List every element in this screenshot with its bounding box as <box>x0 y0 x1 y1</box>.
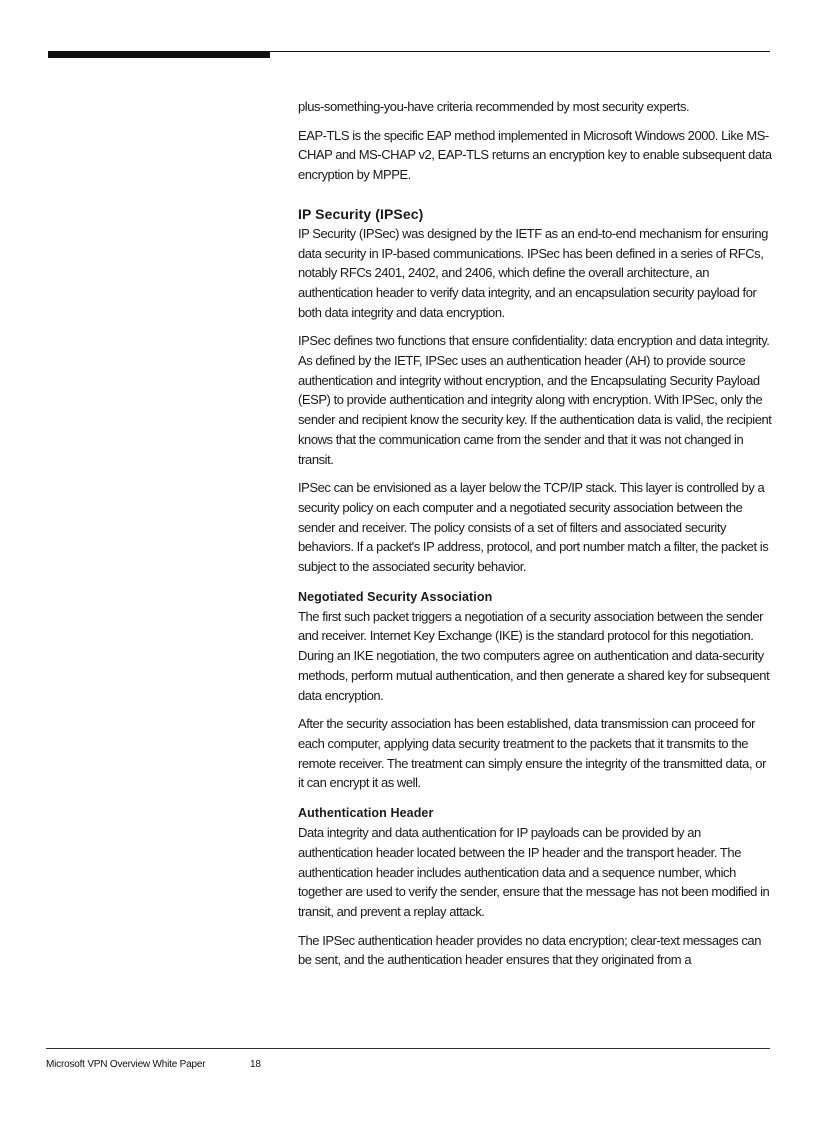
page-number: 18 <box>250 1059 261 1070</box>
paragraph-ike-negotiation: The first such packet triggers a negotiation of a security association between the sender and receiver. Internet Key Exchange (IKE) is the standard protocol for this negotiation. During an IKE negotiation, the two computers agree on authentication and data-security methods, perform mutual authentication, and then generate a shared key for subsequent data encryption. <box>298 608 770 703</box>
paragraph-ipsec-functions: IPSec defines two functions that ensure confidentiality: data encryption and data integrity. As defined by the IETF, IPSec uses an authentication header (AH) to provide source authentication and integrity without encryption, and the Encapsulating Security Payload (ESP) to provide authentication and integrity along with encryption. With IPSec, only the sender and recipient know the security key. If the authentication data is valid, the recipient knows that the communication came from the sender and that it was not changed in transit. <box>298 333 772 467</box>
page-body <box>298 97 772 979</box>
paragraph-ipsec-intro: IP Security (IPSec) was designed by the IETF as an end-to-end mechanism for ensuring data security in IP-based communications. IPSec has been defined in a series of RFCs, notably RFCs 2401, 2402, and 2406, which define the overall architecture, an authentication header to verify data integrity, and an encapsulation security payload for both data integrity and data encryption. <box>298 225 768 320</box>
header-rule-thin <box>270 51 770 52</box>
heading-ipsec: IP Security (IPSec) <box>298 205 424 222</box>
heading-negotiated-security-association: Negotiated Security Association <box>298 589 493 604</box>
heading-authentication-header: Authentication Header <box>298 806 434 821</box>
footer <box>46 1059 261 1070</box>
paragraph-data-transmission: After the security association has been established, data transmission can proceed for each computer, applying data security treatment to the packets that it transmits to the remote receiver. The treatment can simply ensure the integrity of the transmitted data, or it can encrypt it as well. <box>298 716 766 791</box>
footer-rule <box>46 1048 770 1049</box>
paragraph-ah-intro: Data integrity and data authentication for IP payloads can be provided by an authentication header located between the IP header and the transport header. The authentication header includes authentication data and a sequence number, which together are used to verify the sender, ensure that the message has not been modified in transit, and prevent a replay attack. <box>298 825 770 919</box>
paragraph-ah-no-encryption: The IPSec authentication header provides no data encryption; clear-text messages can be sent, and the authentication header ensures that they originated from a <box>298 932 761 968</box>
paragraph-continued: plus-something-you-have criteria recommended by most security experts. <box>298 99 690 114</box>
header-rule-thick <box>48 51 270 58</box>
paragraph-eap-tls: EAP-TLS is the specific EAP method implemented in Microsoft Windows 2000. Like MS-CHAP and MS-CHAP v2, EAP-TLS returns an encryption key to enable subsequent data encryption by MPPE. <box>298 127 772 183</box>
footer-title: Microsoft VPN Overview White Paper <box>46 1059 206 1070</box>
paragraph-ipsec-layer: IPSec can be envisioned as a layer below the TCP/IP stack. This layer is controlled by a security policy on each computer and a negotiated security association between the sender and receiver. The policy consists of a set of filters and associated security behaviors. If a packet's IP address, protocol, and port number match a filter, the packet is subject to the associated security behavior. <box>298 480 769 575</box>
